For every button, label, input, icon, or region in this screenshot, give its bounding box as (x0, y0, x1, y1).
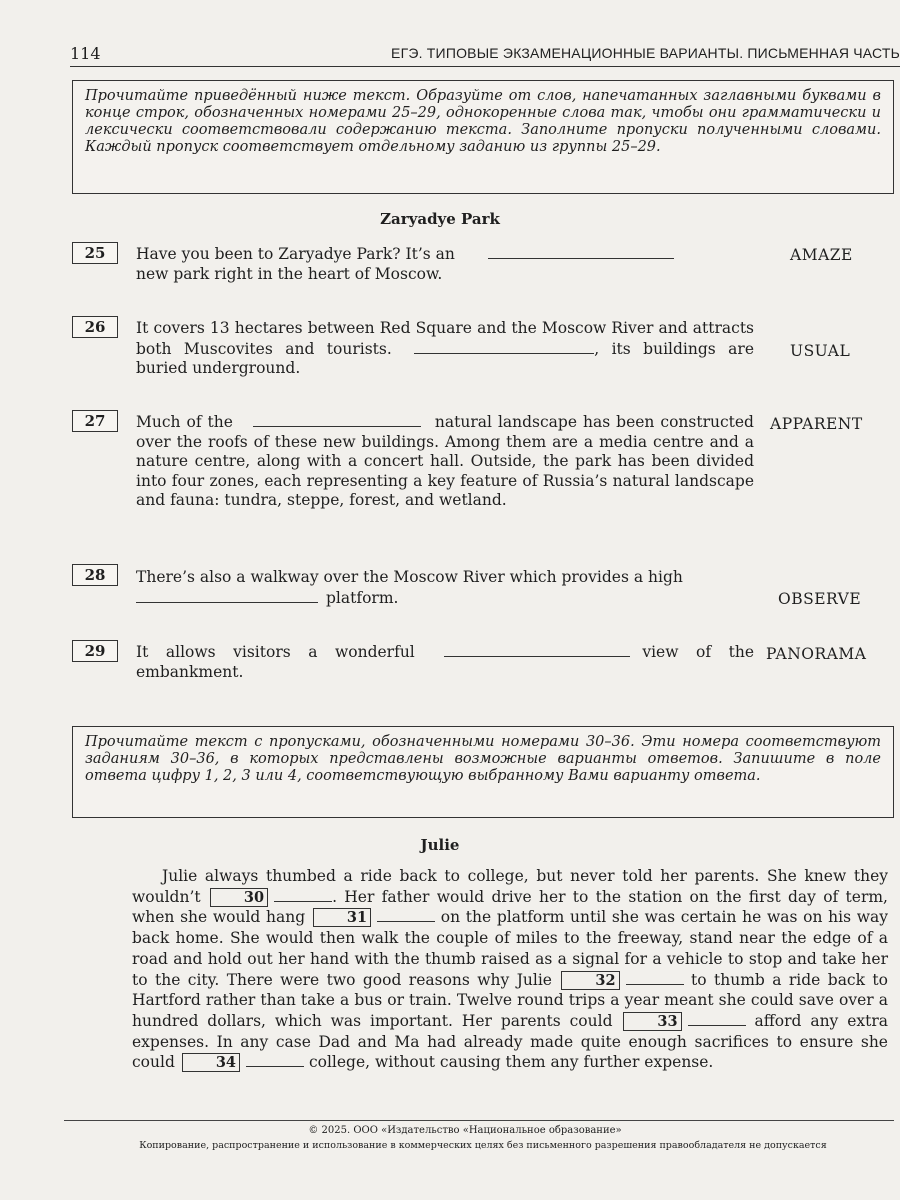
story-paragraph: Julie always thumbed a ride back to college, but never told her parents. She knew they wouldn’t 30 . Her father would drive her to the station on the first day of term, when she would hang 31 on the platform until she was certain he was on his way back home. She would then walk the couple of miles to the freeway, stand near the edge of a road and hold out her hand with the thumb raised as a signal for a vehicle to stop and take her to the city. There were two good reasons why Julie 32 to thumb a ride back to Hartford rather than take a bus or train. Twelve round trips a year meant she could save over a hundred dollars, which was important. Her parents could 33 afford any extra expenses. In any case Dad and Ma had already made quite enough sacrifices to ensure she could 34 college, without causing them any further expense. (132, 867, 889, 1072)
footer-copyright: © 2025. ООО «Издательство «Национальное образование» (308, 1125, 622, 1136)
instruction-box-25-29: Прочитайте приведённый ниже текст. Образуйте от слов, напечатанных заглавными буквами в конце строк, обозначенных номерами 25–29, однокоренные слова так, чтобы они грамматически и лексически соответствовали содержанию текста. Заполните пропуски полученными словами. Каждый пропуск соответствует отдельному заданию из группы 25–29. (72, 80, 894, 194)
keyword: OBSERVE (778, 590, 862, 608)
answer-blank[interactable] (444, 642, 630, 657)
section-title-julie: Julie (420, 836, 460, 854)
keyword: APPARENT (770, 415, 863, 433)
answer-blank[interactable] (488, 244, 674, 259)
task-number: 28 (72, 564, 118, 586)
footer-notice: Копирование, распространение и использование в коммерческих целях без письменного разрешения правообладателя не допускается (139, 1140, 827, 1151)
page-header (70, 40, 900, 67)
story-text (132, 866, 888, 1073)
gap-number-31: 31 (313, 908, 371, 927)
gap-number-32: 32 (561, 971, 619, 990)
task-text: Much of the natural landscape has been constructed over the roofs of these new buildings. Among them are a media centre and a nature centre, along with a concert hall. Outside, the park has been divided into four zones, each representing a key feature of Russia’s natural landscape and fauna: tundra, steppe, forest, and wetland. (136, 413, 754, 509)
keyword: AMAZE (790, 246, 853, 264)
keyword: PANORAMA (766, 645, 867, 663)
gap-number-30: 30 (210, 888, 268, 907)
task-text: It covers 13 hectares between Red Square and the Moscow River and attracts both Muscovites and tourists. , its buildings are buried underground. (136, 319, 754, 377)
gap-blank-30[interactable] (274, 888, 332, 902)
gap-number-34: 34 (182, 1053, 240, 1072)
footer-divider (64, 1120, 894, 1121)
task-number: 26 (72, 316, 118, 338)
task-text: Have you been to Zaryadye Park? It’s an new park right in the heart of Moscow. (136, 244, 754, 284)
gap-blank-33[interactable] (688, 1012, 746, 1026)
task-text: There’s also a walkway over the Moscow River which provides a high platform. (136, 568, 683, 607)
answer-blank[interactable] (136, 588, 318, 603)
gap-blank-32[interactable] (626, 971, 684, 985)
task-number: 25 (72, 242, 118, 264)
gap-number-33: 33 (623, 1012, 681, 1031)
task-number: 27 (72, 410, 118, 432)
running-title: ЕГЭ. ТИПОВЫЕ ЭКЗАМЕНАЦИОННЫЕ ВАРИАНТЫ. ПИСЬМЕННАЯ ЧАСТЬ (391, 45, 900, 61)
answer-blank[interactable] (253, 412, 421, 427)
task-number: 29 (72, 640, 118, 662)
keyword: USUAL (790, 342, 851, 360)
answer-blank[interactable] (414, 339, 594, 354)
page-number: 114 (70, 44, 101, 63)
section-title-zaryadye: Zaryadye Park (380, 210, 500, 228)
task-text: It allows visitors a wonderful view of the embankment. (136, 643, 754, 681)
instruction-box-30-36: Прочитайте текст с пропусками, обозначенными номерами 30–36. Эти номера соответствуют заданиям 30–36, в которых представлены возможные варианты ответов. Запишите в поле ответа цифру 1, 2, 3 или 4, соответствующую выбранному Вами варианту ответа. (72, 726, 894, 818)
gap-blank-31[interactable] (377, 908, 435, 922)
gap-blank-34[interactable] (246, 1053, 304, 1067)
